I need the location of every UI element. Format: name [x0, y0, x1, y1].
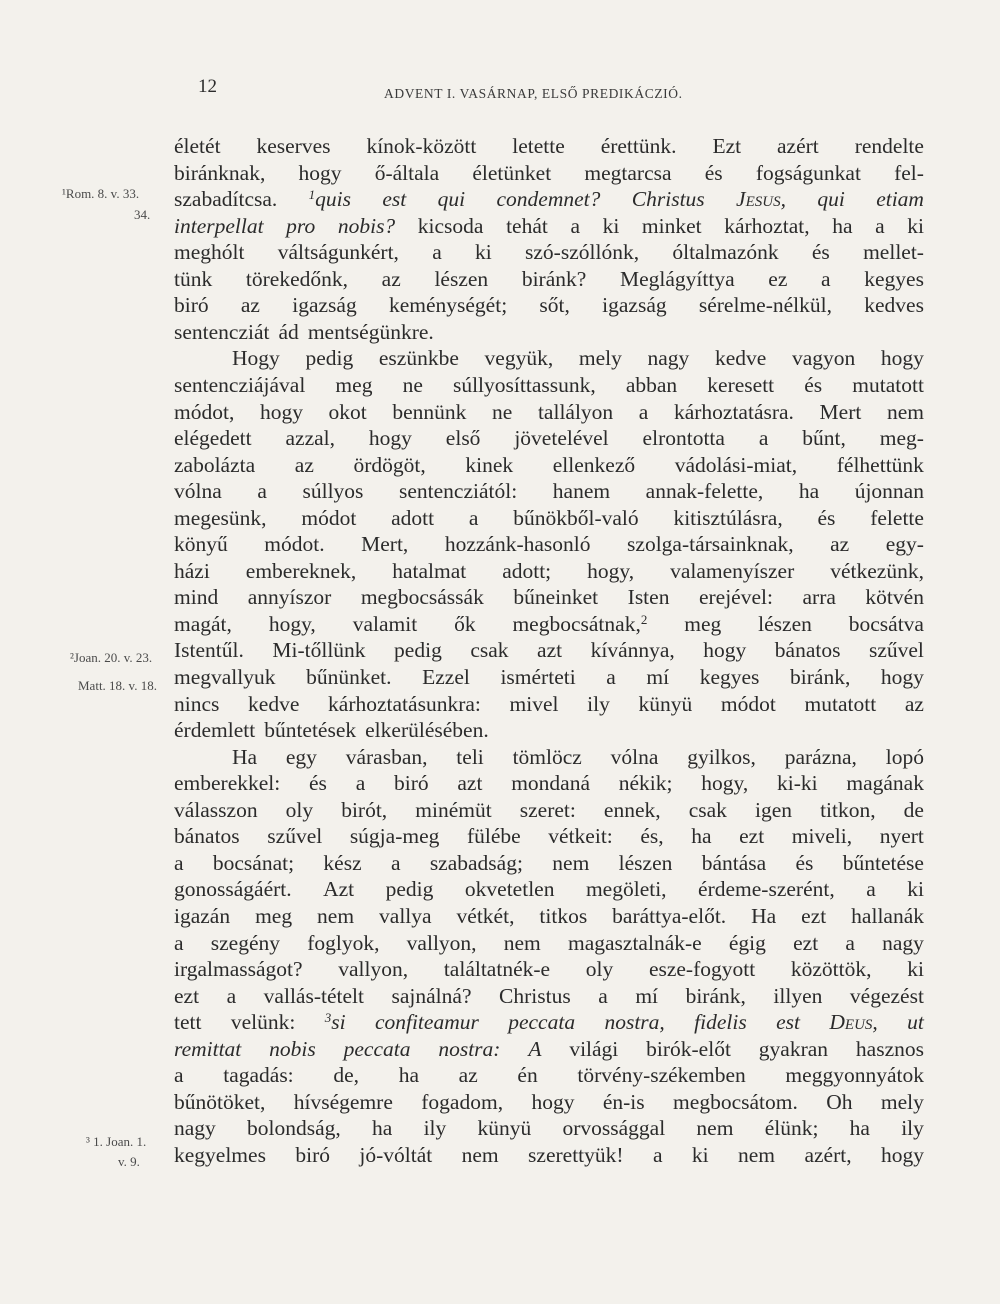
text-line: bűnötöket, hívségemre fogadom, hogy én-is megbocsátom. Oh mely — [174, 1089, 924, 1114]
text-line: magát, hogy, valamit ők megbocsátnak,$^2$ meg lészen bocsátva — [174, 611, 924, 636]
text-line: zabolázta az ördögöt, kinek ellenkező vádolási-miat, félhettünk — [174, 452, 924, 477]
text-line: elégedett azzal, hogy első jövetelével elrontotta a bűnt, meg- — [174, 426, 924, 451]
text-line: Hogy pedig eszünkbe vegyük, mely nagy kedve vagyon hogy — [232, 346, 924, 371]
text-line: nagy bolondság, ha ily künyü orvossággal nem élünk; ha ily — [174, 1116, 924, 1141]
text-line: válasszon oly birót, minémüt szeret: ennek, csak igen titkon, de — [174, 797, 924, 822]
text-line: sentencziát ád mentségünkre. — [174, 319, 434, 344]
text-line: életét keserves kínok-között letette érettünk. Ezt azért rendelte — [174, 134, 924, 158]
text-line: házi embereknek, hatalmat adott; hogy, valamenyíszer vétkezünk, — [174, 558, 924, 583]
text-line: interpellat pro nobis? kicsoda tehát a ki minket kárhoztat, ha a ki — [174, 213, 924, 238]
text-line: irgalmasságot? vallyon, találtatnék-e oly esze-fogyott közöttök, ki — [174, 957, 924, 982]
text-line: módot, hogy okot bennünk ne tallályon a kárhoztatásra. Mert nem — [174, 399, 924, 424]
text-line: remittat nobis peccata nostra: A világi birók-előt gyakran hasznos — [174, 1036, 924, 1061]
text-line: ezt a vallás-tételt sajnálná? Christus a mí biránk, illyen végezést — [174, 983, 924, 1008]
running-title: ADVENT I. VASÁRNAP, ELSŐ PREDIKÁCZIÓ. — [384, 86, 683, 101]
text-line: nincs kedve kárhoztatásunkra: mivel ily künyü módot mutatott az — [174, 691, 924, 716]
margin-note: ²Joan. 20. v. 23. — [70, 650, 153, 665]
text-line: meghólt váltságunkért, a ki szó-szóllónk, óltalmazónk és mellet- — [174, 240, 924, 265]
text-line: megesünk, módot adott a bűnökből-való kitisztúlásra, és felette — [174, 505, 924, 530]
margin-note: ³ 1. Joan. 1. — [86, 1134, 147, 1149]
margin-note: ¹Rom. 8. v. 33. — [62, 186, 140, 201]
text-line: könyű módot. Mert, hozzánk-hasonló szolga-társainknak, az egy- — [174, 532, 924, 557]
text-line: mind annyíszor megbocsássák bűneinket Isten erejével: arra kötvén — [174, 585, 924, 610]
text-line: emberekkel: és a biró azt mondaná nékik; hogy, ki-ki magának — [174, 771, 924, 796]
text-line: a szegény foglyok, vallyon, nem magasztalnák-e égig ezt a nagy — [174, 930, 924, 955]
text-line: tünk törekedőnk, az lészen biránk? Meglágyíttya ez a kegyes — [174, 266, 924, 291]
text-line: tett velünk: $^3$si confiteamur peccata nostra, fidelis est Deus, ut — [174, 1010, 924, 1035]
text-line: bánatos szűvel súgja-meg fülébe vétkeit: és, ha ezt miveli, nyert — [174, 824, 924, 849]
text-line: szabadítcsa. $^1$quis est qui condemnet? Christus Jesus, qui etiam — [174, 187, 924, 212]
page-number: 12 — [198, 76, 217, 97]
margin-note: 34. — [134, 207, 151, 222]
margin-note: v. 9. — [118, 1154, 140, 1169]
text-line: vólna a súllyos sentencziától: hanem annak-felette, ha újonnan — [174, 479, 924, 504]
margin-note: Matt. 18. v. 18. — [78, 678, 157, 693]
text-line: gonosságáért. Azt pedig okvetetlen megöleti, érdeme-szerént, a ki — [174, 877, 924, 902]
text-line: Istentűl. Mi-tőllünk pedig csak azt kívánnya, hogy bánatos szűvel — [174, 638, 924, 663]
text-line: biró az igazság keménységét; sőt, igazság sérelme-nélkül, kedves — [174, 293, 924, 318]
text-line: megvallyuk bűnünket. Ezzel ismérteti a mí kegyes biránk, hogy — [174, 665, 924, 689]
text-line: érdemlett bűntetések elkerülésében. — [174, 718, 489, 743]
text-line: igazán meg nem vallya vétkét, titkos baráttya-előt. Ha ezt hallanák — [174, 903, 924, 928]
text-line: a tagadás: de, ha az én törvény-székemben meggyonnyátok — [174, 1063, 924, 1088]
text-line: Ha egy várasban, teli tömlöcz vólna gyilkos, parázna, lopó — [232, 744, 924, 769]
text-line: kegyelmes biró jó-vóltát nem szerettyük! a ki nem azért, hogy — [174, 1142, 924, 1167]
text-line: sentencziájával meg ne súllyosíttassunk, abban keresett és mutatott — [174, 372, 924, 397]
text-line: a bocsánat; kész a szabadság; nem lészen bántása és bűntetése — [174, 850, 924, 875]
text-line: biránknak, hogy ő-általa életünket megtarcsa és fogságunkat fel- — [174, 160, 924, 185]
